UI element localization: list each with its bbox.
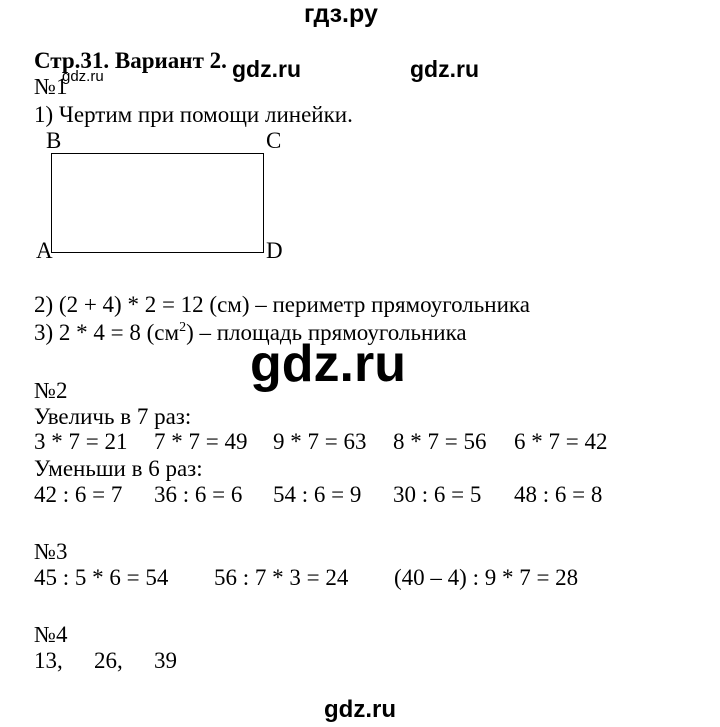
task2-row2-item: 48 : 6 = 8 (514, 482, 603, 507)
task1-number: №1 (34, 74, 68, 99)
task3-number: №3 (34, 539, 68, 564)
step3-prefix: 3) 2 * 4 = 8 (см (34, 320, 180, 345)
task4-item: 26, (94, 648, 123, 673)
step3-superscript: 2 (179, 320, 187, 335)
task2-row2-item: 42 : 6 = 7 (34, 482, 123, 507)
vertex-b: B (46, 128, 62, 153)
task2-row2-item: 54 : 6 = 9 (273, 482, 362, 507)
task2-heading-decrease: Уменьши в 6 раз: (34, 456, 203, 481)
task4-item: 13, (34, 648, 63, 673)
vertex-c: C (266, 128, 282, 153)
task2-row2-item: 36 : 6 = 6 (154, 482, 243, 507)
site-header-watermark: гдз.ру (304, 0, 378, 28)
task2-row1-item: 6 * 7 = 42 (514, 429, 608, 454)
task3-item: (40 – 4) : 9 * 7 = 28 (394, 565, 579, 590)
task2-row1-item: 3 * 7 = 21 (34, 429, 128, 454)
vertex-d: D (266, 238, 283, 263)
step3-suffix: ) – площадь прямоугольника (186, 320, 467, 345)
watermark-small-2: gdz.ru (410, 56, 479, 82)
rectangle-drawing (51, 153, 264, 253)
task4-number: №4 (34, 622, 68, 647)
task2-row2-item: 30 : 6 = 5 (393, 482, 482, 507)
vertex-a: A (36, 238, 53, 263)
task1-step1: 1) Чертим при помощи линейки. (34, 102, 353, 127)
task3-item: 56 : 7 * 3 = 24 (214, 565, 349, 590)
task2-heading-increase: Увеличь в 7 раз: (34, 404, 192, 429)
task2-row1-item: 8 * 7 = 56 (393, 429, 487, 454)
task2-number: №2 (34, 378, 68, 403)
watermark-footer: gdz.ru (324, 696, 396, 723)
watermark-overlay: gdz.ru (62, 68, 104, 85)
task3-item: 45 : 5 * 6 = 54 (34, 565, 169, 590)
task2-row1-item: 7 * 7 = 49 (154, 429, 248, 454)
page-title: Стр.31. Вариант 2. (34, 48, 227, 73)
watermark-big: gdz.ru (250, 335, 406, 393)
task4-item: 39 (154, 648, 177, 673)
watermark-small-1: gdz.ru (232, 56, 301, 82)
task2-row1-item: 9 * 7 = 63 (273, 429, 367, 454)
task1-step2: 2) (2 + 4) * 2 = 12 (см) – периметр прямоугольника (34, 292, 530, 317)
